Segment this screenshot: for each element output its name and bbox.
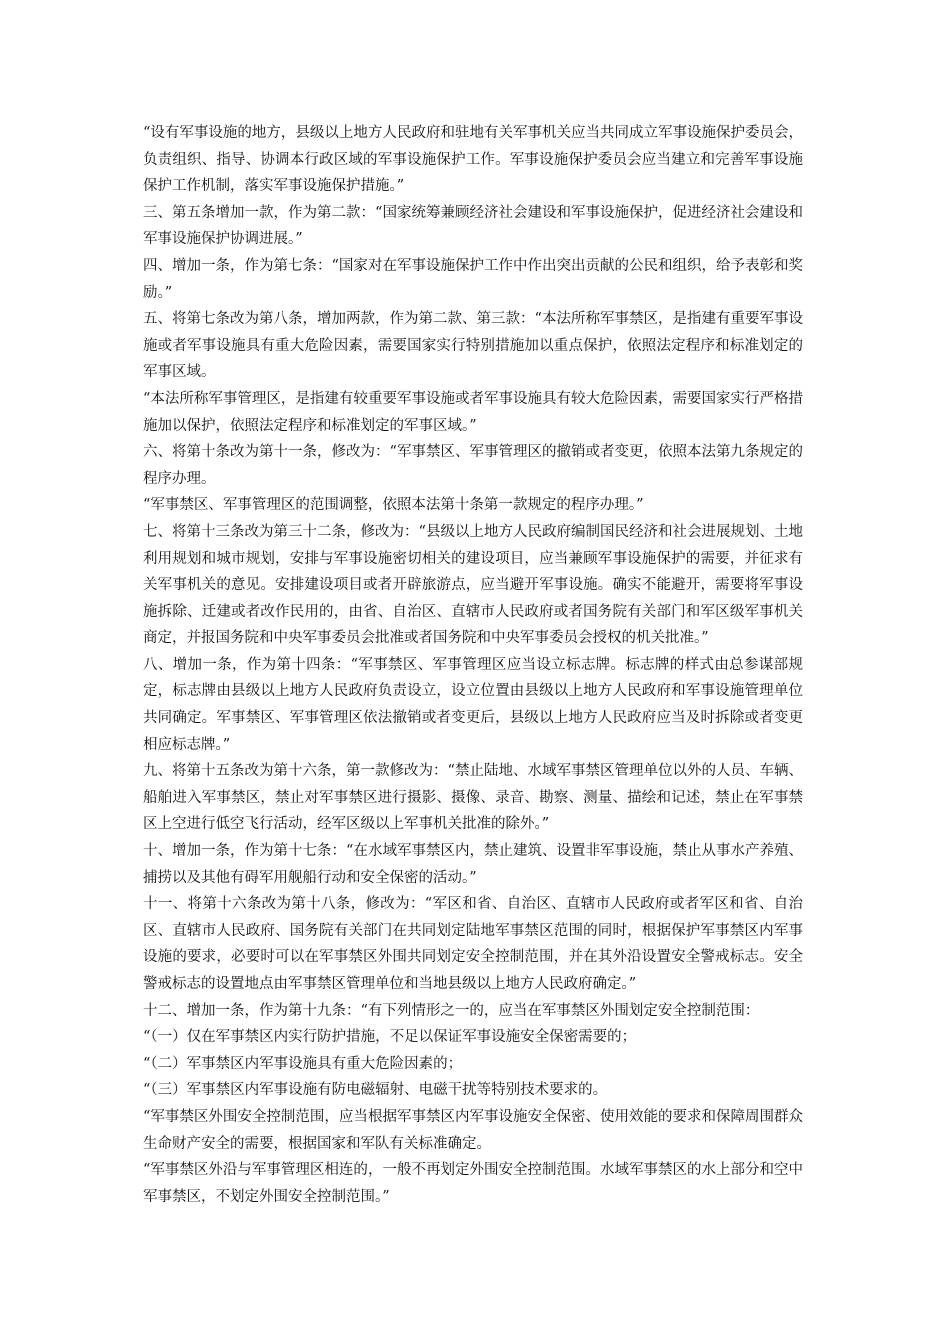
paragraph-10: 九、将第十五条改为第十六条，第一款修改为：“禁止陆地、水域军事禁区管理单位以外的人员、车辆、船舶进入军事禁区，禁止对军事禁区进行摄影、摄像、录音、勘察、测量、描绘和记述，禁止在军事禁区上空进行低空飞行活动，经军区级以上军事机关批准的除外。” (143, 763, 803, 833)
paragraph-3: 四、增加一条，作为第七条：“国家对在军事设施保护工作中作出突出贡献的公民和组织，给予表彰和奖励。” (143, 257, 803, 301)
paragraph-7: “军事禁区、军事管理区的范围调整，依照本法第十条第一款规定的程序办理。” (143, 497, 644, 514)
paragraph-2: 三、第五条增加一款，作为第二款：“国家统筹兼顾经济社会建设和军事设施保护，促进经济社会建设和军事设施保护协调进展。” (143, 204, 803, 248)
paragraph-8: 七、将第十三条改为第三十二条，修改为：“县级以上地方人民政府编制国民经济和社会进展规划、土地利用规划和城市规划，安排与军事设施密切相关的建设项目，应当兼顾军事设施保护的需要，并征求有关军事机关的意见。安排建设项目或者开辟旅游点，应当避开军事设施。确实不能避开，需要将军事设施拆除、迁建或者改作民用的，由省、自治区、直辖市人民政府或者国务院有关部门和军区级军事机关商定，并报国务院和中央军事委员会批准或者国务院和中央军事委员会授权的机关批准。” (143, 523, 803, 647)
document-body (143, 120, 803, 1210)
paragraph-1: “设有军事设施的地方，县级以上地方人民政府和驻地有关军事机关应当共同成立军事设施保护委员会，负责组织、指导、协调本行政区域的军事设施保护工作。军事设施保护委员会应当建立和完善军事设施保护工作机制，落实军事设施保护措施。” (143, 125, 803, 195)
paragraph-4: 五、将第七条改为第八条，增加两款，作为第二款、第三款：“本法所称军事禁区，是指建有重要军事设施或者军事设施具有重大危险因素，需要国家实行特别措施加以重点保护，依照法定程序和标准划定的军事区域。 (143, 311, 803, 381)
paragraph-9: 八、增加一条，作为第十四条：“军事禁区、军事管理区应当设立标志牌。标志牌的样式由总参谋部规定，标志牌由县级以上地方人民政府负责设立，设立位置由县级以上地方人民政府和军事设施管理单位共同确定。军事禁区、军事管理区依法撤销或者变更后，县级以上地方人民政府应当及时拆除或者变更相应标志牌。” (143, 656, 803, 753)
paragraph-17: “军事禁区外围安全控制范围，应当根据军事禁区内军事设施安全保密、使用效能的要求和保障周围群众生命财产安全的需要，根据国家和军队有关标准确定。 (143, 1108, 803, 1152)
paragraph-16: “（三）军事禁区内军事设施有防电磁辐射、电磁干扰等特别技术要求的。 (143, 1082, 608, 1099)
paragraph-6: 六、将第十条改为第十一条，修改为：“军事禁区、军事管理区的撤销或者变更，依照本法第九条规定的程序办理。 (143, 444, 803, 487)
paragraph-15: “（二）军事禁区内军事设施具有重大危险因素的； (143, 1055, 463, 1072)
paragraph-5: “本法所称军事管理区，是指建有较重要军事设施或者军事设施具有较大危险因素，需要国家实行严格措施加以保护，依照法定程序和标准划定的军事区域。” (143, 390, 803, 434)
paragraph-13: 十二、增加一条，作为第十九条：“有下列情形之一的，应当在军事禁区外围划定安全控制范围： (143, 1002, 760, 1019)
paragraph-11: 十、增加一条，作为第十七条：“在水域军事禁区内，禁止建筑、设置非军事设施，禁止从事水产养殖、捕捞以及其他有碍军用舰船行动和安全保密的活动。” (143, 843, 803, 886)
paragraph-14: “（一）仅在军事禁区内实行防护措施，不足以保证军事设施安全保密需要的； (143, 1029, 637, 1046)
paragraph-18: “军事禁区外沿与军事管理区相连的，一般不再划定外围安全控制范围。水域军事禁区的水上部分和空中军事禁区，不划定外围安全控制范围。” (143, 1162, 803, 1205)
paragraph-12: 十一、将第十六条改为第十八条，修改为：“军区和省、自治区、直辖市人民政府或者军区和省、自治区、直辖市人民政府、国务院有关部门在共同划定陆地军事禁区范围的同时，根据保护军事禁区内军事设施的要求，必要时可以在军事禁区外围共同划定安全控制范围，并在其外沿设置安全警戒标志。安全警戒标志的设置地点由军事禁区管理单位和当地县级以上地方人民政府确定。” (143, 896, 803, 992)
